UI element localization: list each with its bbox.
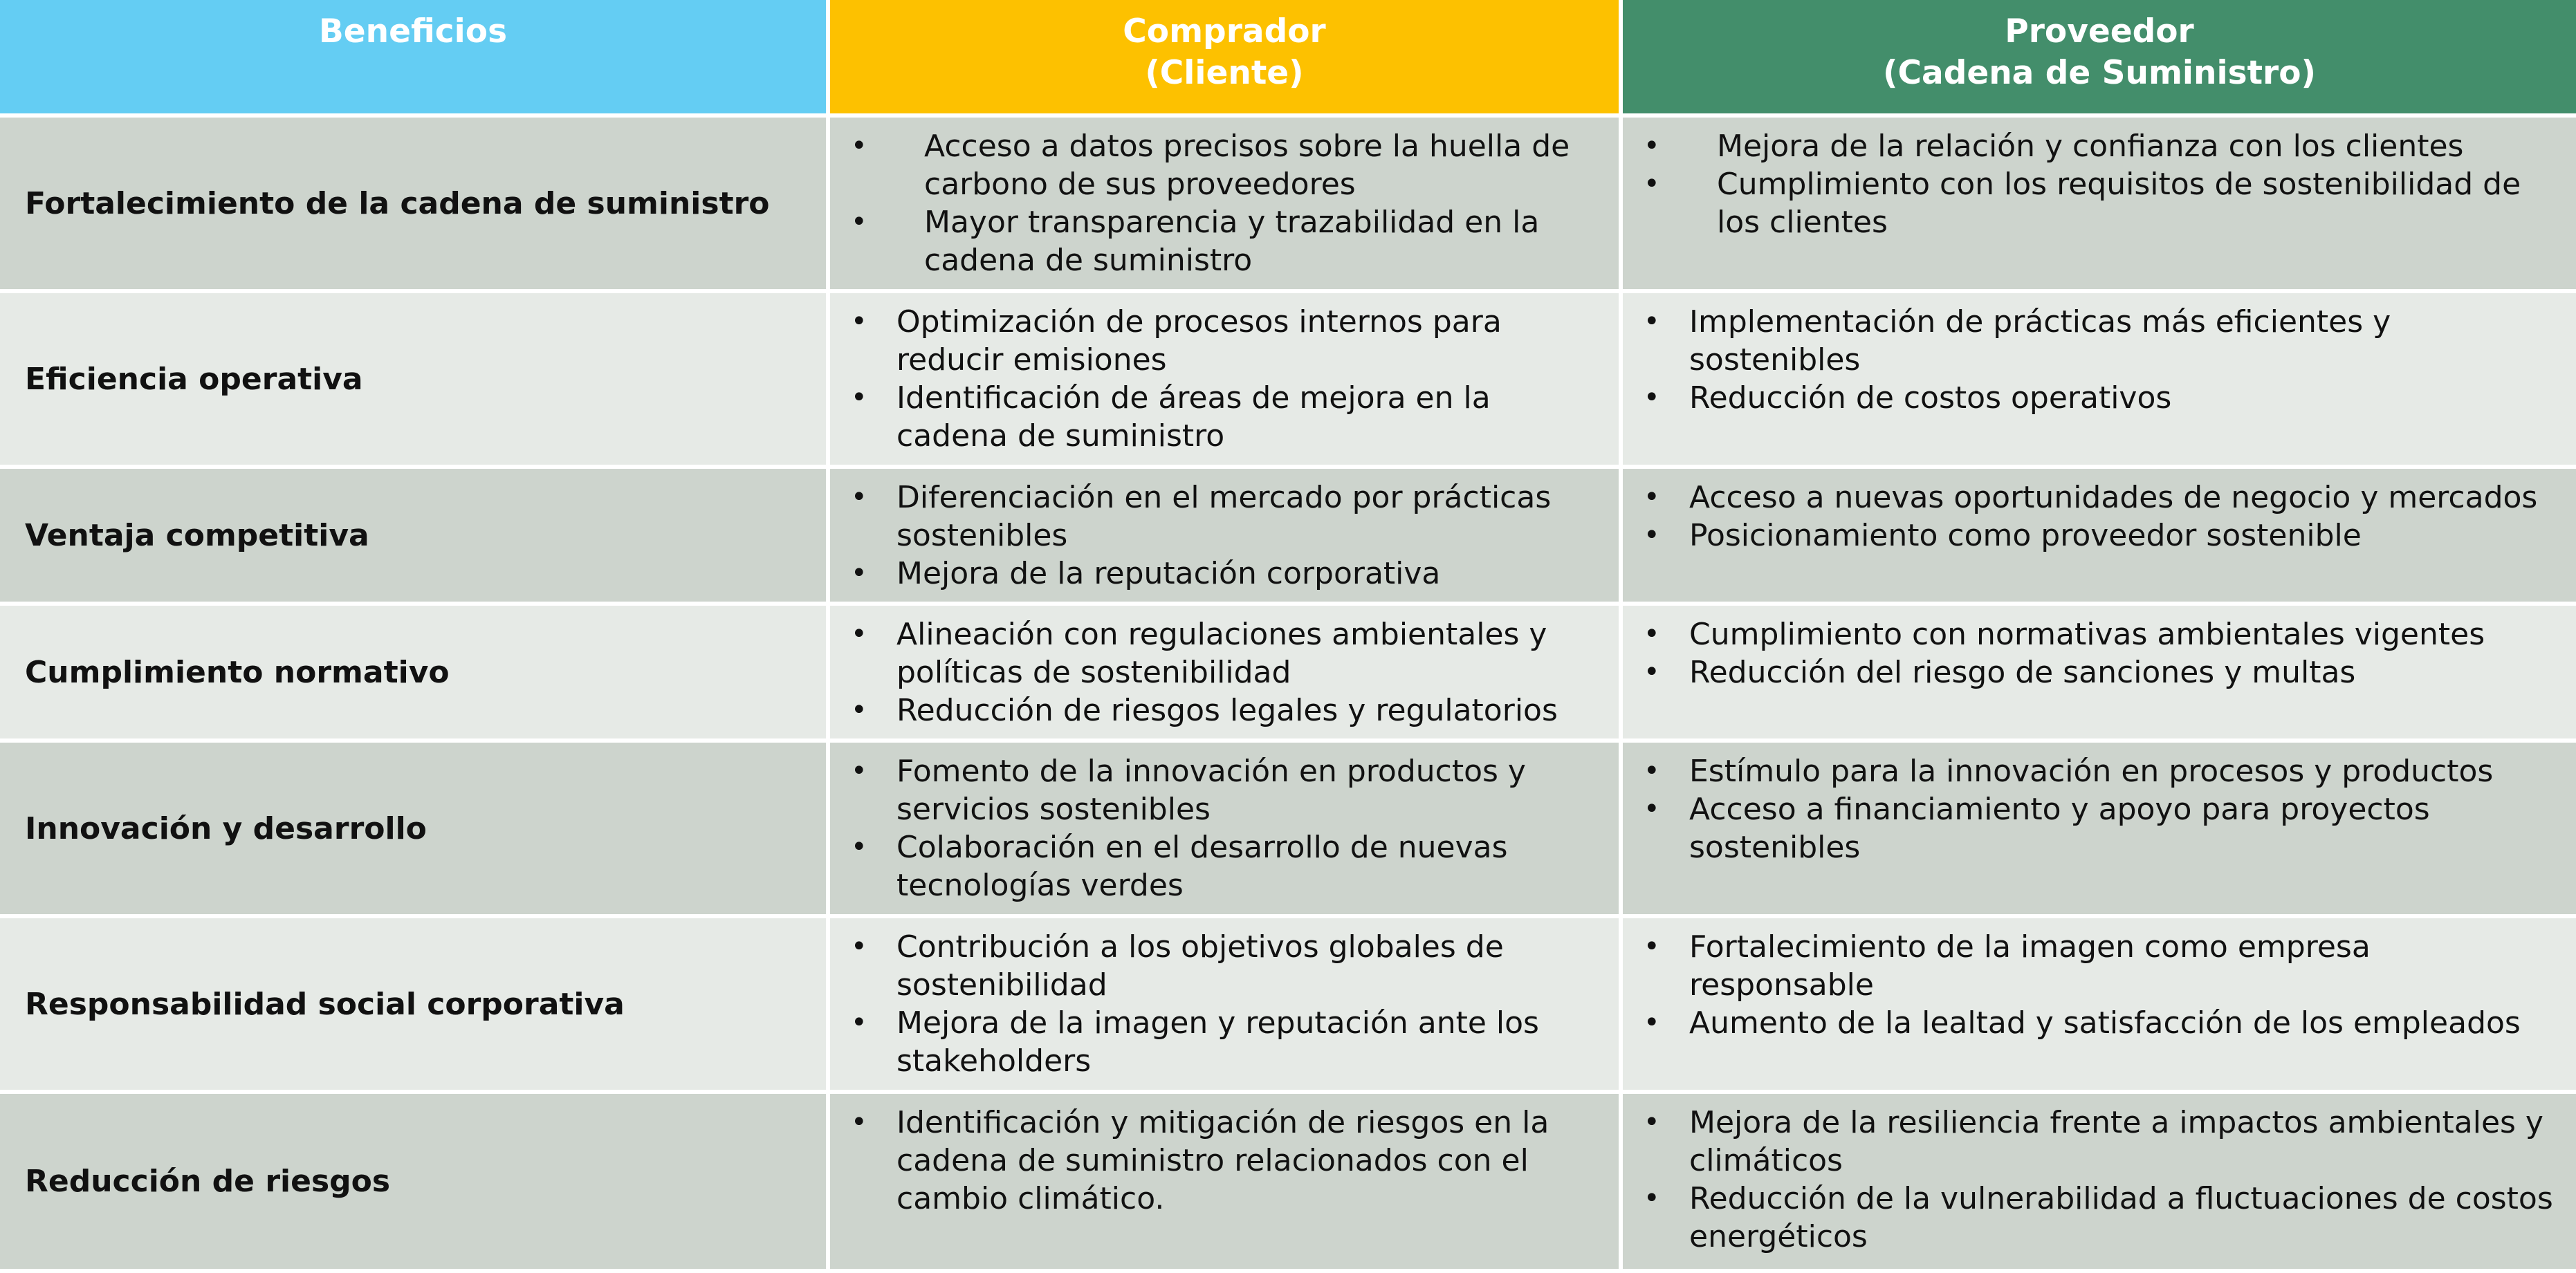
buyer-benefits-list: [847, 303, 1605, 455]
header-row: [0, 0, 2576, 118]
list-item: • Cumplimiento con normativas ambientales vigentes: [1639, 615, 2562, 653]
header-benefits-title: Beneficios: [318, 12, 508, 50]
table-row: [0, 606, 2576, 743]
supplier-benefits-list: [1639, 127, 2562, 241]
header-buyer: [830, 0, 1623, 118]
list-item: • Mejora de la resiliencia frente a impactos ambientales y climáticos: [1639, 1104, 2562, 1180]
buyer-cell: [830, 918, 1623, 1094]
list-item: • Implementación de prácticas más eficientes y sostenibles: [1639, 303, 2562, 379]
list-item: • Fomento de la innovación en productos y servicios sostenibles: [847, 752, 1605, 828]
buyer-benefits-list: [847, 752, 1605, 904]
list-item: • Contribución a los objetivos globales de sostenibilidad: [847, 928, 1605, 1004]
list-item: • Optimización de procesos internos para reducir emisiones: [847, 303, 1605, 379]
supplier-cell: [1623, 1094, 2576, 1273]
supplier-cell: [1623, 469, 2576, 606]
list-item: • Reducción de la vulnerabilidad a fluctuaciones de costos energéticos: [1639, 1180, 2562, 1256]
buyer-benefits-list: [847, 478, 1605, 593]
table-row: [0, 118, 2576, 293]
header-benefits: [0, 0, 830, 118]
benefit-label: Eficiencia operativa: [0, 293, 830, 469]
buyer-benefits-list: [847, 615, 1605, 730]
buyer-cell: [830, 293, 1623, 469]
buyer-cell: [830, 118, 1623, 293]
list-item: • Mejora de la relación y confianza con los clientes: [1639, 127, 2562, 165]
supplier-cell: [1623, 606, 2576, 743]
buyer-cell: [830, 606, 1623, 743]
buyer-benefits-list: [847, 928, 1605, 1080]
list-item: • Mayor transparencia y trazabilidad en la cadena de suministro: [847, 203, 1605, 279]
header-buyer-subtitle: (Cliente): [1145, 54, 1304, 92]
buyer-benefits-list: [847, 127, 1605, 279]
buyer-cell: [830, 743, 1623, 918]
supplier-benefits-list: [1639, 752, 2562, 866]
benefit-label: Reducción de riesgos: [0, 1094, 830, 1273]
table-row: [0, 918, 2576, 1094]
list-item: • Colaboración en el desarrollo de nuevas tecnologías verdes: [847, 828, 1605, 904]
header-supplier: [1623, 0, 2576, 118]
list-item: • Acceso a financiamiento y apoyo para proyectos sostenibles: [1639, 790, 2562, 866]
supplier-cell: [1623, 293, 2576, 469]
supplier-cell: [1623, 743, 2576, 918]
list-item: • Fortalecimiento de la imagen como empresa responsable: [1639, 928, 2562, 1004]
supplier-benefits-list: [1639, 478, 2562, 555]
header-buyer-title: Comprador: [1123, 12, 1326, 50]
list-item: • Acceso a nuevas oportunidades de negocio y mercados: [1639, 478, 2562, 517]
list-item: • Alineación con regulaciones ambientales y políticas de sostenibilidad: [847, 615, 1605, 691]
supplier-benefits-list: [1639, 1104, 2562, 1256]
buyer-cell: [830, 1094, 1623, 1273]
list-item: • Mejora de la imagen y reputación ante los stakeholders: [847, 1004, 1605, 1080]
list-item: • Reducción de riesgos legales y regulatorios: [847, 691, 1605, 730]
list-item: • Reducción de costos operativos: [1639, 379, 2562, 417]
supplier-cell: [1623, 918, 2576, 1094]
benefit-label: Fortalecimiento de la cadena de suministro: [0, 118, 830, 293]
list-item: • Reducción del riesgo de sanciones y multas: [1639, 653, 2562, 691]
list-item: • Posicionamiento como proveedor sostenible: [1639, 517, 2562, 555]
list-item: • Aumento de la lealtad y satisfacción de los empleados: [1639, 1004, 2562, 1042]
benefit-label: Responsabilidad social corporativa: [0, 918, 830, 1094]
list-item: • Identificación y mitigación de riesgos en la cadena de suministro relacionados con el cambio climático.: [847, 1104, 1605, 1218]
buyer-cell: [830, 469, 1623, 606]
benefit-label: Innovación y desarrollo: [0, 743, 830, 918]
table-row: [0, 469, 2576, 606]
supplier-benefits-list: [1639, 615, 2562, 691]
table-row: [0, 743, 2576, 918]
list-item: • Diferenciación en el mercado por prácticas sostenibles: [847, 478, 1605, 555]
supplier-cell: [1623, 118, 2576, 293]
header-supplier-subtitle: (Cadena de Suministro): [1883, 54, 2316, 92]
list-item: • Acceso a datos precisos sobre la huella de carbono de sus proveedores: [847, 127, 1605, 203]
header-supplier-title: Proveedor: [2005, 12, 2194, 50]
benefit-label: Ventaja competitiva: [0, 469, 830, 606]
supplier-benefits-list: [1639, 303, 2562, 417]
buyer-benefits-list: [847, 1104, 1605, 1218]
benefit-label: Cumplimiento normativo: [0, 606, 830, 743]
list-item: • Estímulo para la innovación en procesos y productos: [1639, 752, 2562, 790]
list-item: • Mejora de la reputación corporativa: [847, 555, 1605, 593]
table-row: [0, 1094, 2576, 1273]
list-item: • Cumplimiento con los requisitos de sostenibilidad de los clientes: [1639, 165, 2562, 241]
list-item: • Identificación de áreas de mejora en la cadena de suministro: [847, 379, 1605, 455]
supplier-benefits-list: [1639, 928, 2562, 1042]
table-row: [0, 293, 2576, 469]
